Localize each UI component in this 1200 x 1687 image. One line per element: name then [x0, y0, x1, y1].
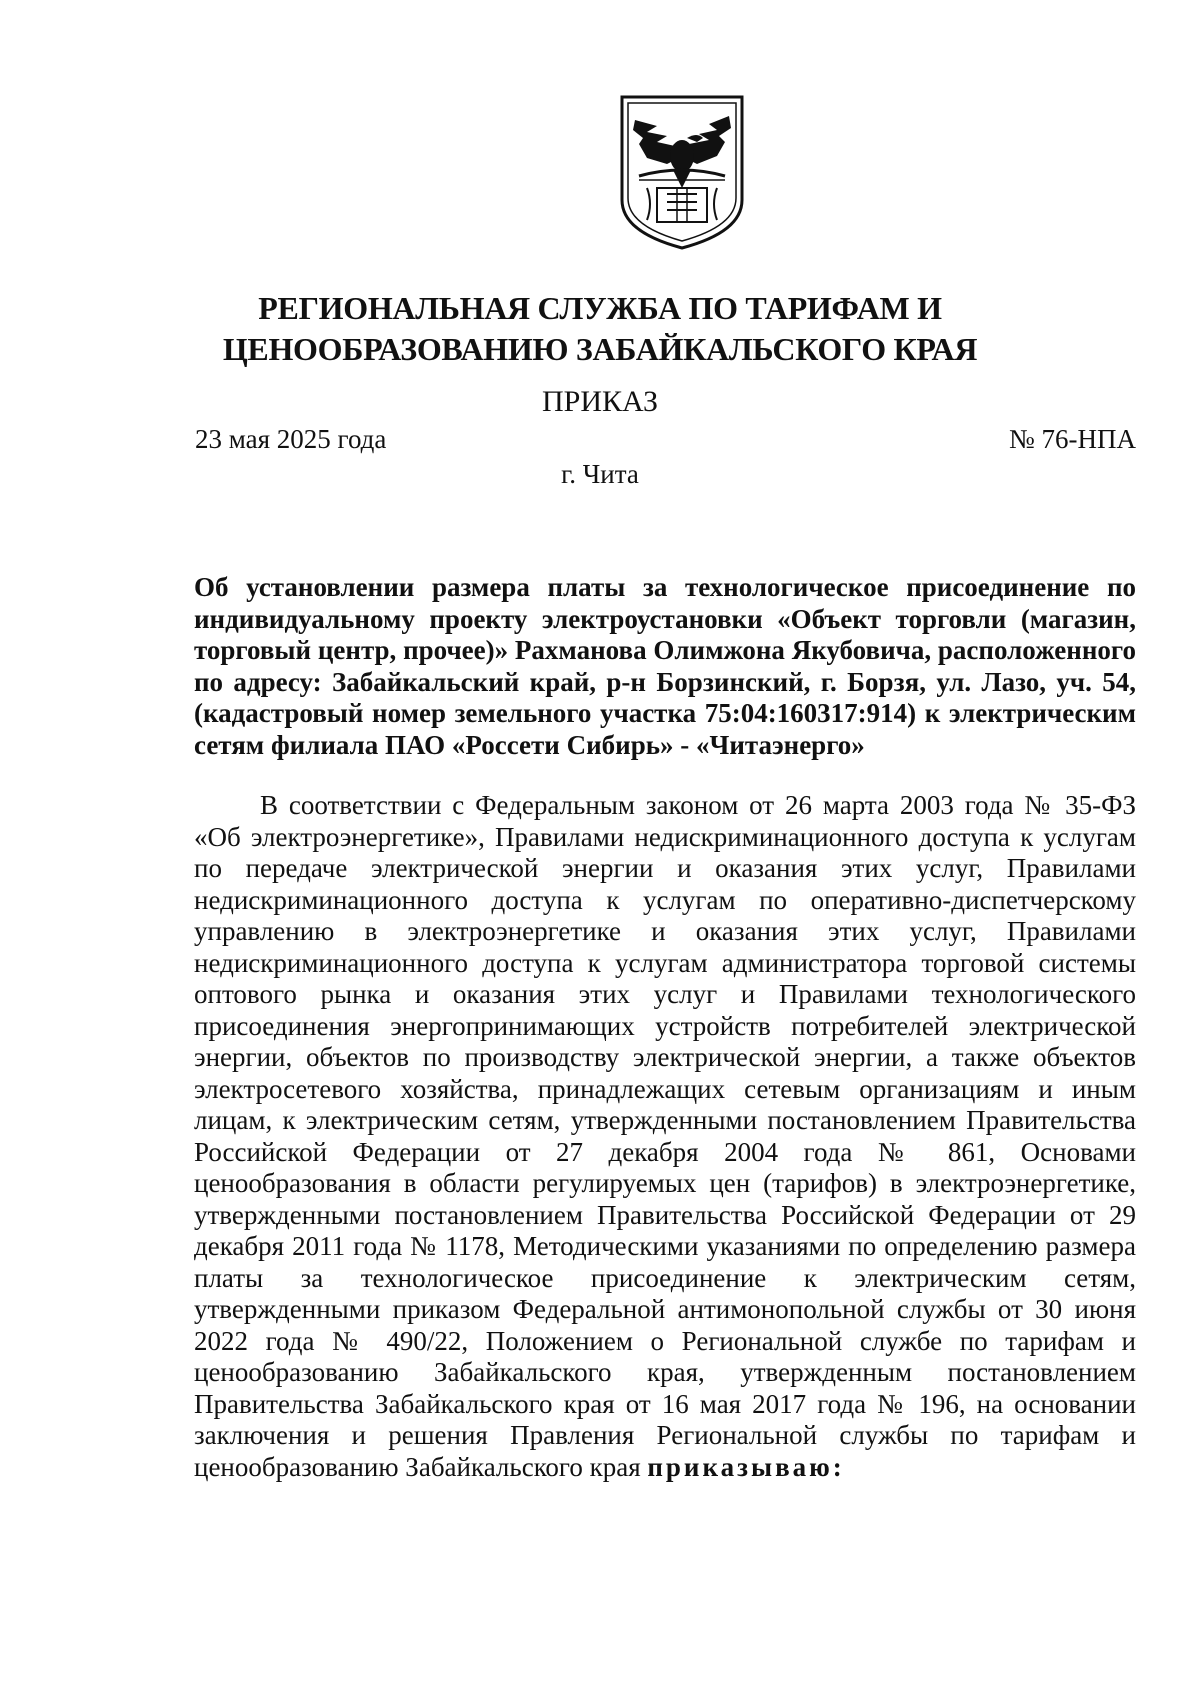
document-subject: Об установлении размера платы за технологическое присоединение по индивидуальному проекту электроустановки «Объект торговли (магазин, торговый центр, прочее)» Рахманова Олимжона Якубовича, расположенного по адресу: Забайкальский край, р-н Борзинский, г. Борзя, ул. Лазо, уч. 54, (кадастровый номер земельного участка 75:04:160317:914) к электрическим сетям филиала ПАО «Россети Сибирь» - «Читаэнерго» — [194, 572, 1136, 760]
order-word: приказываю: — [647, 1451, 845, 1482]
document-city: г. Чита — [561, 459, 639, 489]
body-paragraph: В соответствии с Федеральным законом от 26 марта 2003 года № 35-ФЗ «Об электроэнергетике», Правилами недискриминационного доступа к услугам по передаче электрической энергии и оказания этих услуг, Правилами недискриминационного доступа к услугам по оперативно-диспетчерскому управлению в электроэнергетике и оказания этих услуг, Правилами недискриминационного доступа к услугам администратора торговой системы оптового рынка и оказания этих услуг и Правилами технологического присоединения энергопринимающих устройств потребителей электрической энергии, объектов по производству электрической энергии, а также объектов электросетевого хозяйства, принадлежащих сетевым организациям и иным лицам, к электрическим сетям, утвержденными постановлением Правительства Российской Федерации от 27 декабря 2004 года № 861, Основами ценообразования в области регулируемых цен (тарифов) в электроэнергетике, утвержденными постановлением Правительства Российской Федерации от 29 декабря 2011 года № 1178, Методическими указаниями по определению размера платы за технологическое присоединение к электрическим сетям, утвержденными приказом Федеральной антимонопольной службы от 30 июня 2022 года № 490/22, Положением о Региональной службе по тарифам и ценообразованию Забайкальского края, утвержденным постановлением Правительства Забайкальского края от 16 мая 2017 года № 196, на основании заключения и решения Правления Региональной службы по тарифам и ценообразованию Забайкальского края — [194, 790, 1136, 1482]
organization-name-line2: ЦЕНООБРАЗОВАНИЮ ЗАБАЙКАЛЬСКОГО КРАЯ — [222, 331, 978, 367]
document-type: ПРИКАЗ — [542, 385, 658, 418]
organization-name — [150, 288, 1050, 370]
coat-of-arms-icon — [617, 92, 747, 252]
document-date: 23 мая 2025 года — [195, 424, 387, 454]
document-number: № 76-НПА — [1009, 424, 1136, 454]
organization-name-line1: РЕГИОНАЛЬНАЯ СЛУЖБА ПО ТАРИФАМ И — [258, 290, 942, 326]
document-body — [194, 790, 1136, 1483]
